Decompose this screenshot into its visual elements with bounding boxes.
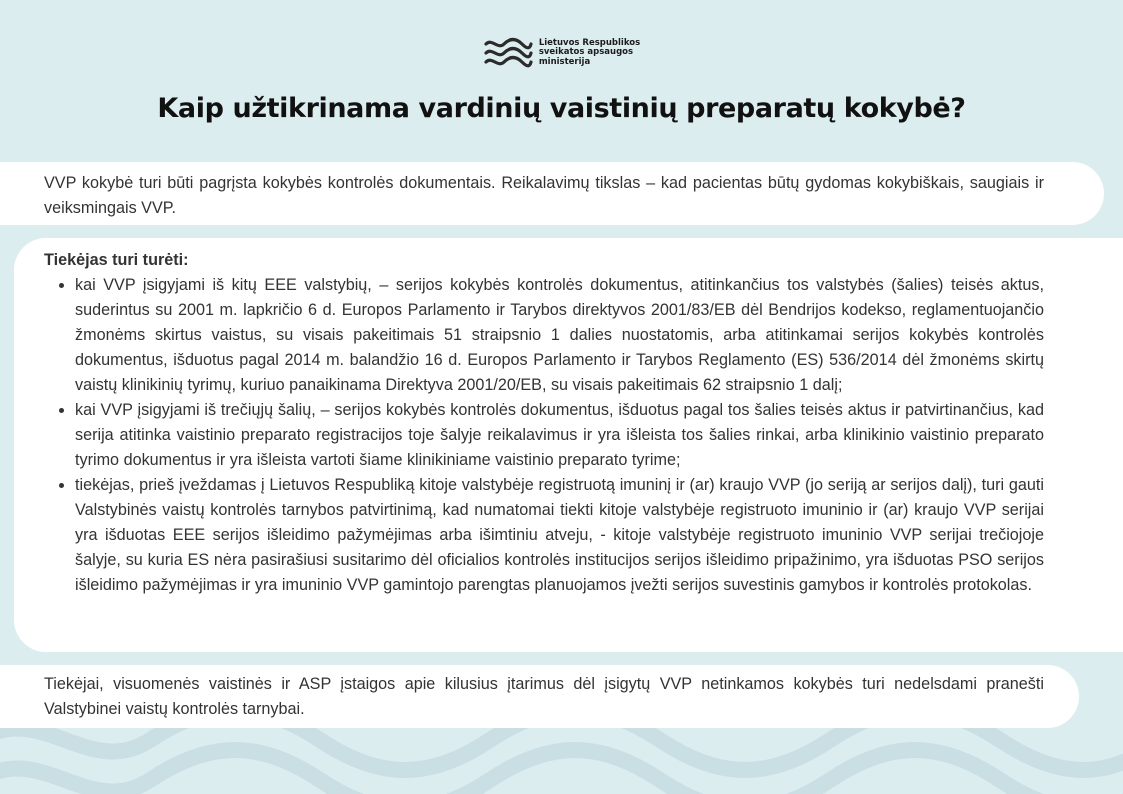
- intro-text: VVP kokybė turi būti pagrįsta kokybės kontrolės dokumentais. Reikalavimų tikslas – kad pacientas būtų gydomas kokybiškais, saugiais ir veiksmingais VVP.: [44, 174, 1044, 217]
- reporting-note-card: [0, 665, 1079, 728]
- list-item: • kai VVP įsigyjami iš kitų EEE valstybių, – serijos kokybės kontrolės dokumentus, atitinkančius tos valstybės (šalies) teisės aktus, suderintus su 2001 m. lapkričio 6 d. Europos Parlamento ir Tarybos direktyvos 2001/83/EB dėl Bendrijos kodekso, reglamentuojančio žmonėms skirtus vaistus, su visais pakeitimais 51 straipsnio 1 dalies nuostatomis, arba atitinkamai serijos kokybės kontrolės dokumentus, išduotus pagal 2014 m. balandžio 16 d. Europos Parlamento ir Tarybos Reglamento (ES) 536/2014 dėl žmonėms skirtų vaistų klinikinių tyrimų, kuriuo panaikinama Direktyva 2001/20/EB, su visais pakeitimais 62 straipsnio 1 dalį;: [75, 273, 1044, 398]
- logo-line-3: ministerija: [538, 56, 591, 67]
- list-item: • kai VVP įsigyjami iš trečiųjų šalių, – serijos kokybės kontrolės dokumentus, išduotus pagal tos šalies teisės aktus ir patvirtinančius, kad serija atitinka vaistinio preparato registracijos toje šalyje reikalavimus ir yra išleista tos šalies rinkai, arba klinikinio vaistinio preparato tyrimo dokumentus ir yra išleista vartoti šiame klinikiniame vaistinio preparato tyrime;: [75, 398, 1044, 473]
- supplier-requirements-list: [44, 273, 1044, 598]
- supplier-heading: Tiekėjas turi turėti:: [44, 251, 189, 269]
- header: [0, 36, 1123, 124]
- ministry-logo-text: [539, 39, 640, 68]
- intro-card: [0, 162, 1104, 225]
- page-title: Kaip užtikrinama vardinių vaistinių preparatų kokybė?: [157, 93, 966, 124]
- logo-line-1: Lietuvos Respublikos: [538, 37, 641, 48]
- ministry-logo: [483, 36, 640, 70]
- list-item: • tiekėjas, prieš įveždamas į Lietuvos Respubliką kitoje valstybėje registruotą imuninį ir (ar) kraujo VVP (jo seriją ar serijos dalį), turi gauti Valstybinės vaistų kontrolės tarnybos patvirtinimą, kad numatomai tiekti kitoje valstybėje registruoto imuninio ir (ar) kraujo VVP serijai yra išduotas EEE serijos išleidimo pažymėjimas arba išimtiniu atveju, - kitoje valstybėje registruoto imuninio VVP serijai trečiojoje šalyje, su kuria ES nėra pasirašiusi susitarimo dėl oficialios kontrolės institucijos serijos išleidimo pripažinimo, yra išduotas PSO serijos išleidimo pažymėjimas ir yra imuninio VVP gamintojo parengtas planuojamos įvežti serijos suvestinis gamybos ir kontrolės protokolas.: [75, 473, 1044, 598]
- logo-line-2: sveikatos apsaugos: [538, 47, 634, 58]
- reporting-note-text: Tiekėjai, visuomenės vaistinės ir ASP įstaigos apie kilusius įtarimus dėl įsigytų VVP netinkamos kokybės turi nedelsdami pranešti Valstybinei vaistų kontrolės tarnybai.: [44, 675, 1044, 718]
- ministry-logo-icon: [483, 36, 533, 70]
- supplier-requirements-card: [14, 238, 1123, 652]
